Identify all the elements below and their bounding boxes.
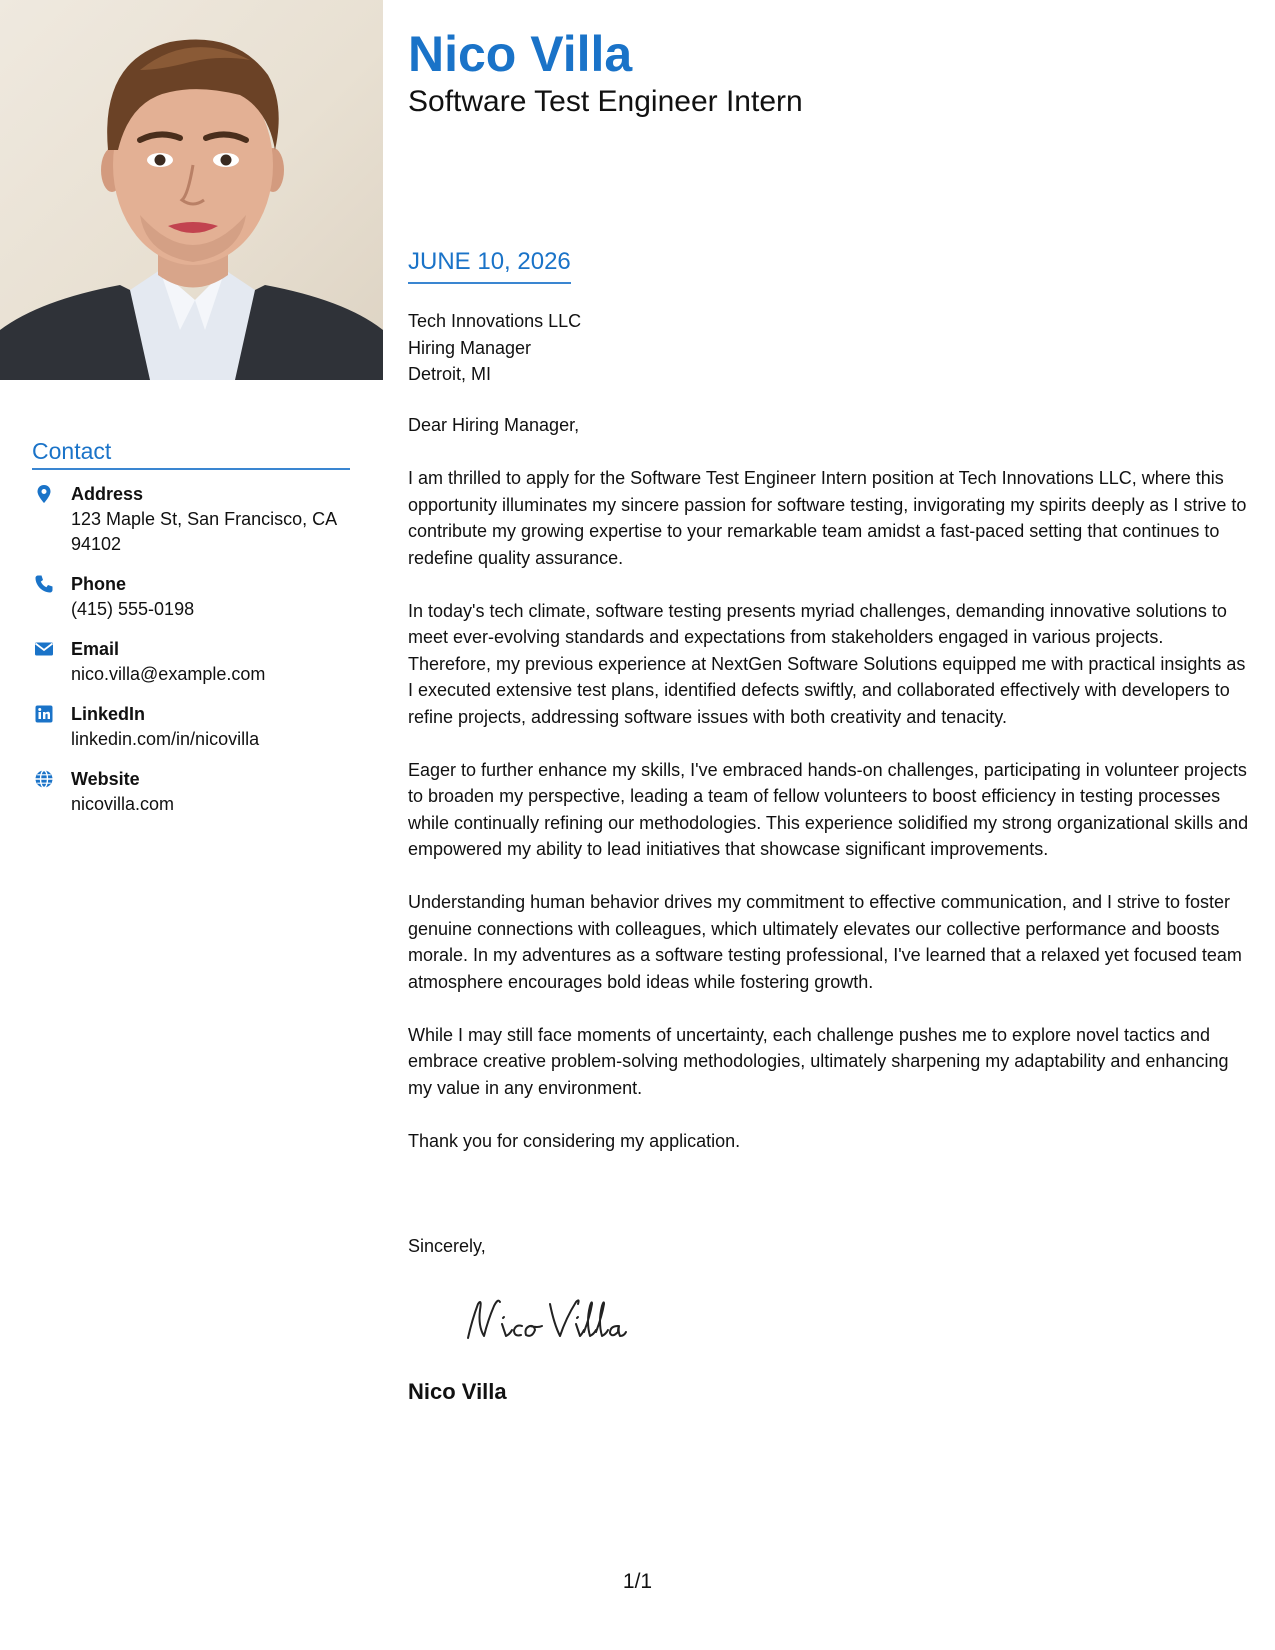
signature-text: Nico Villa (458, 1290, 463, 1291)
letter-paragraph: Eager to further enhance my skills, I've embraced hands-on challenges, participating in volunteer projects to broaden my perspective, leading a team of fellow volunteers to boost efficiency in testing processes while continually refining our methodologies. This experience solidified my strong organizational skills and empowered my ability to lead initiatives that showcase significant improvements. (408, 759, 1249, 859)
contact-address (32, 482, 352, 557)
letter-paragraph: Thank you for considering my application. (408, 1130, 741, 1151)
contact-website (32, 767, 352, 817)
recipient-role: Hiring Manager (408, 337, 532, 358)
contact-value: (415) 555-0198 (71, 599, 195, 619)
envelope-icon (34, 639, 54, 659)
contact-list (32, 482, 352, 832)
contact-label: LinkedIn (71, 704, 146, 724)
contact-linkedin (32, 702, 352, 752)
linkedin-icon (34, 704, 54, 724)
contact-heading: Contact (32, 438, 350, 470)
phone-icon (34, 574, 54, 594)
recipient-company: Tech Innovations LLC (408, 311, 582, 331)
contact-value: nico.villa@example.com (71, 664, 266, 684)
contact-email (32, 637, 352, 687)
profile-photo (0, 0, 383, 380)
applicant-name: Nico Villa (408, 26, 633, 82)
signature (458, 1290, 633, 1350)
contact-label: Phone (71, 574, 127, 594)
signed-name: Nico Villa (408, 1379, 507, 1404)
letter-paragraph: While I may still face moments of uncertainty, each challenge pushes me to explore novel tactics and embrace creative problem-solving methodologies, ultimately sharpening my adaptability and enhancing my value in any environment. (408, 1024, 1229, 1098)
recipient-location: Detroit, MI (408, 364, 492, 384)
letter-date: JUNE 10, 2026 (408, 248, 571, 284)
closing: Sincerely, (408, 1236, 486, 1256)
contact-value: nicovilla.com (71, 794, 175, 814)
map-pin-icon (34, 484, 54, 504)
page-number: 1/1 (622, 1570, 653, 1593)
letter-paragraph: In today's tech climate, software testing presents myriad challenges, demanding innovative solutions to meet ever-evolving standards and expectations from stakeholders engaged in various projects. Therefore, my previous experience at NextGen Software Solutions equipped me with practical insights as I executed extensive test plans, identified defects swiftly, and collaborated effectively with developers to refine projects, addressing software issues with both creativity and tenacity. (408, 600, 1246, 727)
globe-icon (34, 769, 54, 789)
letter-paragraph: I am thrilled to apply for the Software Test Engineer Intern position at Tech Innovations LLC, where this opportunity illuminates my sincere passion for software testing, invigorating my spirits deeply as I strive to contribute my growing expertise to your remarkable team amidst a fast-paced setting that continues to redefine quality assurance. (408, 468, 1247, 568)
recipient-block (408, 308, 581, 388)
contact-value: 123 Maple St, San Francisco, CA 94102 (71, 509, 337, 554)
contact-label: Website (71, 769, 140, 789)
contact-label: Email (71, 639, 120, 659)
salutation: Dear Hiring Manager, (408, 415, 580, 435)
contact-phone (32, 572, 352, 622)
contact-value: linkedin.com/in/nicovilla (71, 729, 260, 749)
letter-paragraph: Understanding human behavior drives my commitment to effective communication, and I strive to foster genuine connections with colleagues, which ultimately elevates our collective performance and boosts morale. In my adventures as a software testing professional, I've learned that a relaxed yet focused team atmosphere encourages bold ideas while fostering growth. (408, 892, 1242, 992)
letter-body (408, 412, 1250, 1181)
contact-label: Address (71, 484, 144, 504)
job-title: Software Test Engineer Intern (408, 85, 803, 118)
